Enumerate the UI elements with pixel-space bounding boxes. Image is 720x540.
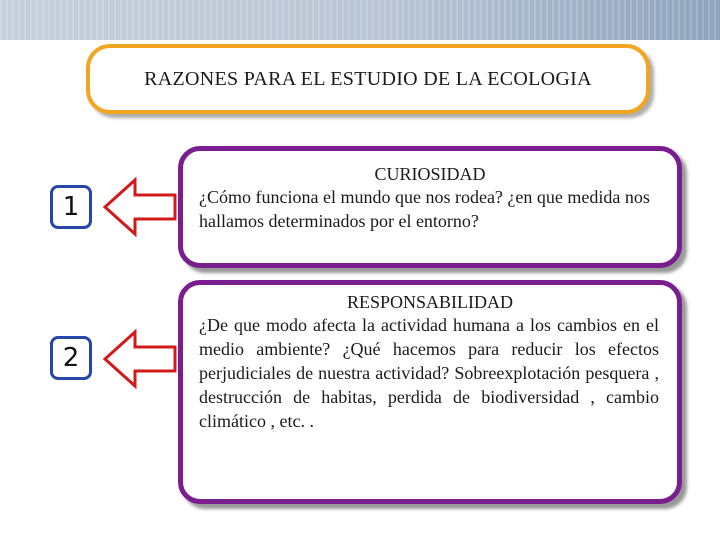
reason-heading: RESPONSABILIDAD — [346, 292, 514, 312]
reason-card-responsabilidad — [178, 280, 682, 504]
reason-heading: CURIOSIDAD — [374, 164, 486, 184]
header-band — [0, 0, 720, 40]
reason-text: ¿Cómo funciona el mundo que nos rodea? ¿en que medida nos hallamos determinados por el entorno? — [199, 187, 650, 231]
reason-number-2: 2 — [50, 336, 92, 380]
left-arrow-icon — [101, 176, 179, 238]
reason-number-1: 1 — [50, 185, 92, 229]
page-title: RAZONES PARA EL ESTUDIO DE LA ECOLOGIA — [144, 67, 592, 90]
reason-text: ¿De que modo afecta la actividad humana a los cambios en el medio ambiente? ¿Qué hacemos para reducir los efectos perjudiciales de nuestra actividad? Sobreexplotación pesquera , destrucción de habitas, perdida de biodiversidad , cambio climático , etc. . — [199, 315, 659, 431]
left-arrow-icon — [101, 328, 179, 390]
reason-card-curiosidad — [178, 146, 682, 268]
title-banner — [86, 44, 650, 114]
